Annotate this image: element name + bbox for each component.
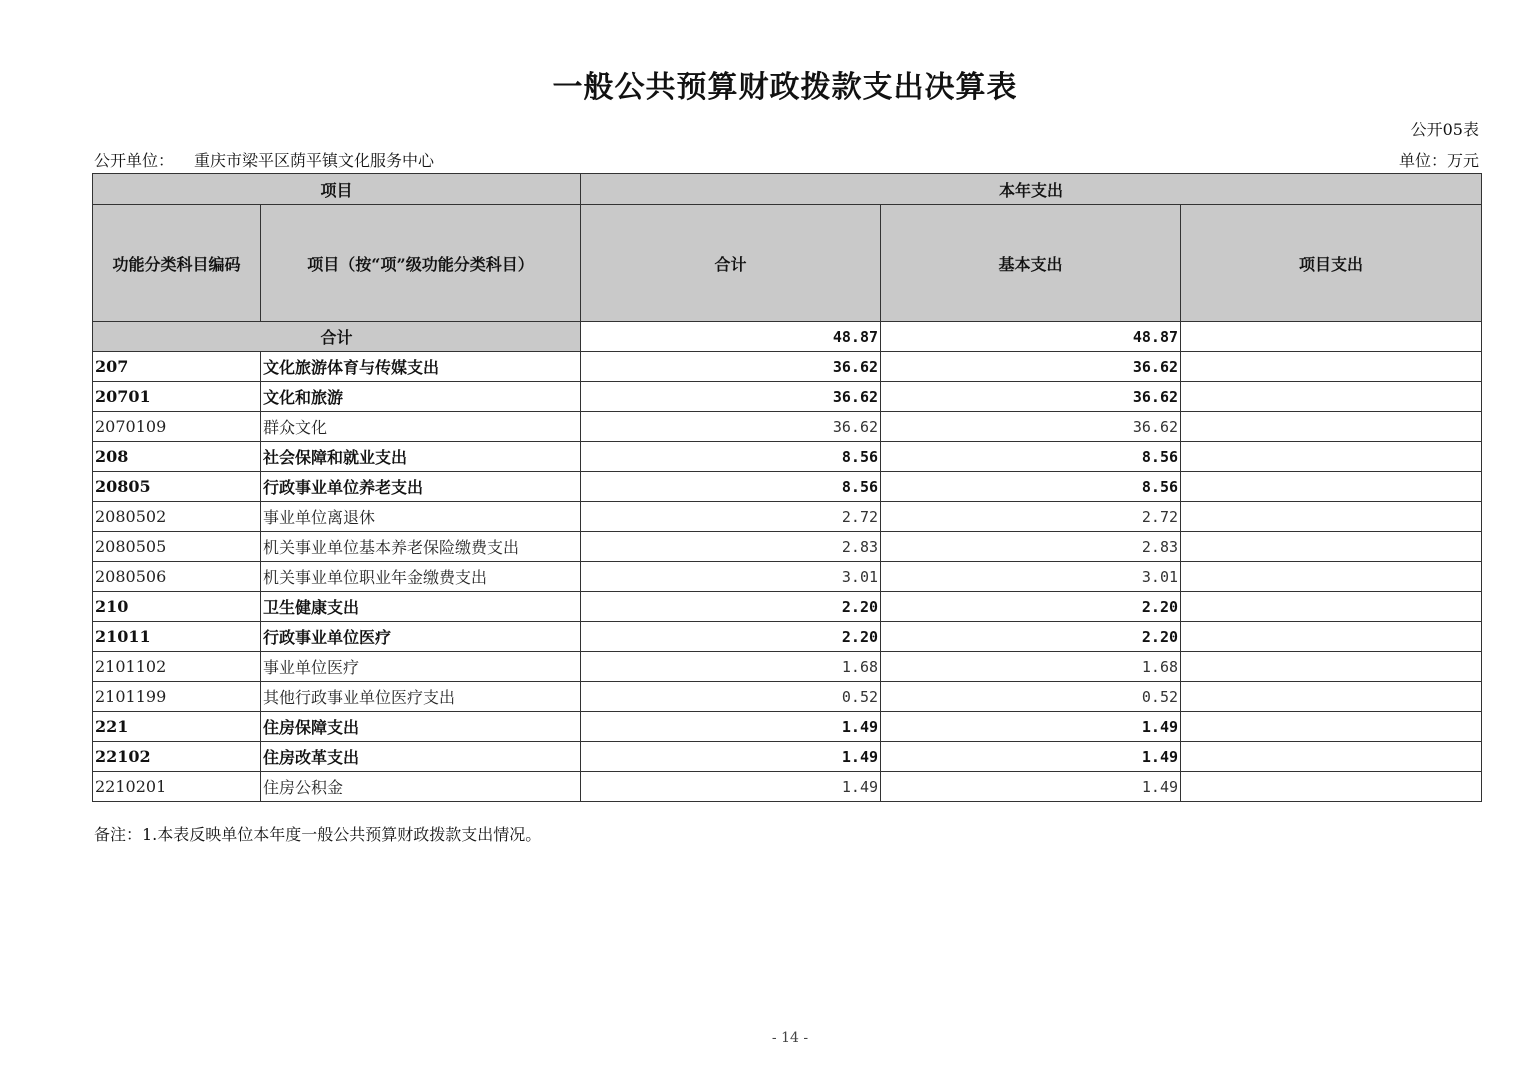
row-project bbox=[1181, 592, 1482, 622]
row-total: 36.62 bbox=[581, 412, 881, 442]
table-row bbox=[93, 382, 1482, 412]
row-project bbox=[1181, 382, 1482, 412]
table-row bbox=[93, 592, 1482, 622]
reporting-unit bbox=[94, 148, 434, 171]
row-basic: 2.20 bbox=[881, 622, 1181, 652]
row-code: 221 bbox=[93, 712, 261, 742]
row-total: 1.49 bbox=[581, 772, 881, 802]
page-title: 一般公共预算财政拨款支出决算表 bbox=[552, 70, 1018, 105]
row-total: 36.62 bbox=[581, 382, 881, 412]
row-basic: 2.72 bbox=[881, 502, 1181, 532]
table-row bbox=[93, 352, 1482, 382]
row-code: 210 bbox=[93, 592, 261, 622]
table-row bbox=[93, 652, 1482, 682]
row-total: 8.56 bbox=[581, 472, 881, 502]
footnote: 备注：1.本表反映单位本年度一般公共预算财政拨款支出情况。 bbox=[94, 825, 542, 844]
row-total: 2.83 bbox=[581, 532, 881, 562]
row-project bbox=[1181, 682, 1482, 712]
row-project bbox=[1181, 442, 1482, 472]
row-name: 文化和旅游 bbox=[261, 382, 581, 412]
row-project bbox=[1181, 562, 1482, 592]
row-name: 文化旅游体育与传媒支出 bbox=[261, 352, 581, 382]
page-number: - 14 - bbox=[771, 1030, 809, 1046]
row-total: 2.20 bbox=[581, 622, 881, 652]
row-code: 2080506 bbox=[93, 562, 261, 592]
row-code: 207 bbox=[93, 352, 261, 382]
row-name: 住房保障支出 bbox=[261, 712, 581, 742]
total-label: 合计 bbox=[93, 322, 581, 352]
row-project bbox=[1181, 502, 1482, 532]
row-total: 3.01 bbox=[581, 562, 881, 592]
row-basic: 2.83 bbox=[881, 532, 1181, 562]
row-name: 机关事业单位职业年金缴费支出 bbox=[261, 562, 581, 592]
total-basic: 48.87 bbox=[881, 322, 1181, 352]
row-code: 21011 bbox=[93, 622, 261, 652]
row-total: 36.62 bbox=[581, 352, 881, 382]
measure-unit: 单位：万元 bbox=[1398, 151, 1479, 170]
row-total: 1.68 bbox=[581, 652, 881, 682]
row-project bbox=[1181, 742, 1482, 772]
row-code: 2070109 bbox=[93, 412, 261, 442]
row-project bbox=[1181, 712, 1482, 742]
row-name: 住房改革支出 bbox=[261, 742, 581, 772]
row-project bbox=[1181, 352, 1482, 382]
row-basic: 36.62 bbox=[881, 352, 1181, 382]
row-code: 2080502 bbox=[93, 502, 261, 532]
row-name: 社会保障和就业支出 bbox=[261, 442, 581, 472]
total-amount: 48.87 bbox=[581, 322, 881, 352]
row-project bbox=[1181, 472, 1482, 502]
row-name: 其他行政事业单位医疗支出 bbox=[261, 682, 581, 712]
row-name: 行政事业单位养老支出 bbox=[261, 472, 581, 502]
row-total: 2.72 bbox=[581, 502, 881, 532]
table-row bbox=[93, 472, 1482, 502]
table-row bbox=[93, 502, 1482, 532]
row-project bbox=[1181, 622, 1482, 652]
table-row bbox=[93, 412, 1482, 442]
row-basic: 36.62 bbox=[881, 412, 1181, 442]
row-basic: 8.56 bbox=[881, 442, 1181, 472]
total-row bbox=[93, 322, 1482, 352]
table-row bbox=[93, 712, 1482, 742]
row-basic: 1.49 bbox=[881, 772, 1181, 802]
row-total: 0.52 bbox=[581, 682, 881, 712]
row-code: 2080505 bbox=[93, 532, 261, 562]
row-basic: 1.49 bbox=[881, 742, 1181, 772]
header-basic: 基本支出 bbox=[881, 205, 1181, 322]
table-row bbox=[93, 532, 1482, 562]
row-basic: 1.68 bbox=[881, 652, 1181, 682]
row-basic: 0.52 bbox=[881, 682, 1181, 712]
row-name: 住房公积金 bbox=[261, 772, 581, 802]
row-basic: 36.62 bbox=[881, 382, 1181, 412]
row-name: 事业单位医疗 bbox=[261, 652, 581, 682]
reporting-unit-label: 公开单位： bbox=[94, 151, 175, 170]
table-row bbox=[93, 772, 1482, 802]
row-total: 8.56 bbox=[581, 442, 881, 472]
row-code: 2210201 bbox=[93, 772, 261, 802]
reporting-unit-name: 重庆市梁平区荫平镇文化服务中心 bbox=[194, 151, 435, 170]
form-number: 公开05表 bbox=[1410, 120, 1479, 139]
table-row bbox=[93, 742, 1482, 772]
row-code: 208 bbox=[93, 442, 261, 472]
row-code: 22102 bbox=[93, 742, 261, 772]
row-code: 2101102 bbox=[93, 652, 261, 682]
row-project bbox=[1181, 652, 1482, 682]
row-basic: 8.56 bbox=[881, 472, 1181, 502]
header-project: 项目 bbox=[93, 174, 581, 205]
row-total: 2.20 bbox=[581, 592, 881, 622]
row-name: 事业单位离退休 bbox=[261, 502, 581, 532]
row-project bbox=[1181, 412, 1482, 442]
row-total: 1.49 bbox=[581, 742, 881, 772]
row-basic: 2.20 bbox=[881, 592, 1181, 622]
row-project bbox=[1181, 532, 1482, 562]
row-name: 行政事业单位医疗 bbox=[261, 622, 581, 652]
row-code: 20701 bbox=[93, 382, 261, 412]
row-name: 卫生健康支出 bbox=[261, 592, 581, 622]
header-current-year: 本年支出 bbox=[581, 174, 1482, 205]
row-code: 2101199 bbox=[93, 682, 261, 712]
row-basic: 3.01 bbox=[881, 562, 1181, 592]
header-item: 项目（按“项”级功能分类科目） bbox=[261, 205, 581, 322]
header-project-exp: 项目支出 bbox=[1181, 205, 1482, 322]
table-row bbox=[93, 682, 1482, 712]
table-row bbox=[93, 622, 1482, 652]
header-code: 功能分类科目编码 bbox=[93, 205, 261, 322]
row-name: 群众文化 bbox=[261, 412, 581, 442]
row-project bbox=[1181, 772, 1482, 802]
row-basic: 1.49 bbox=[881, 712, 1181, 742]
row-code: 20805 bbox=[93, 472, 261, 502]
table-row bbox=[93, 562, 1482, 592]
row-total: 1.49 bbox=[581, 712, 881, 742]
expenditure-table bbox=[92, 173, 1482, 802]
header-total: 合计 bbox=[581, 205, 881, 322]
row-name: 机关事业单位基本养老保险缴费支出 bbox=[261, 532, 581, 562]
total-project bbox=[1181, 322, 1482, 352]
table-row bbox=[93, 442, 1482, 472]
